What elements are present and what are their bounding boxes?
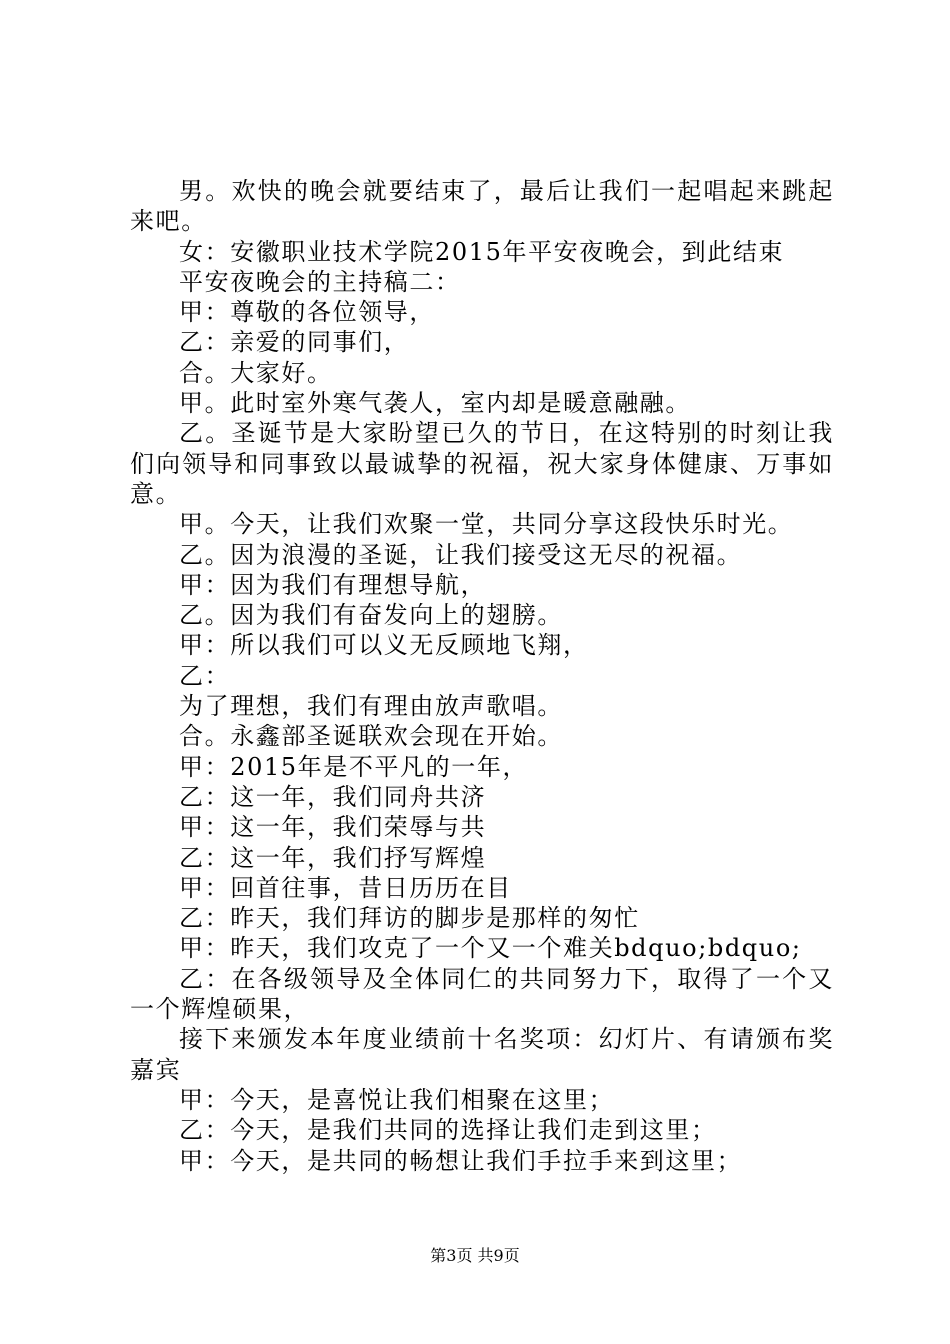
paragraph: 甲：回首往事，昔日历历在目 xyxy=(179,873,512,902)
paragraph: 为了理想，我们有理由放声歌唱。 xyxy=(179,692,563,721)
paragraph: 乙： xyxy=(179,661,231,690)
paragraph: 甲。此时室外寒气袭人，室内却是暖意融融。 xyxy=(179,389,691,418)
paragraph: 甲：因为我们有理想导航， xyxy=(179,570,487,599)
paragraph: 乙：这一年，我们抒写辉煌 xyxy=(179,843,487,872)
paragraph: 乙：这一年，我们同舟共济 xyxy=(179,782,487,811)
paragraph: 男。欢快的晚会就要结束了，最后让我们一起唱起来跳起来吧。 xyxy=(130,177,834,236)
paragraph: 合。永鑫部圣诞联欢会现在开始。 xyxy=(179,722,563,751)
paragraph: 甲：昨天，我们攻克了一个又一个难关bdquo;bdquo; xyxy=(179,934,802,963)
page-footer: 第3页 共9页 xyxy=(430,1246,520,1265)
paragraph: 甲：今天，是喜悦让我们相聚在这里； xyxy=(179,1085,615,1114)
paragraph: 甲：今天，是共同的畅想让我们手拉手来到这里； xyxy=(179,1146,743,1175)
paragraph: 平安夜晚会的主持稿二： xyxy=(179,267,461,296)
paragraph: 甲：所以我们可以义无反顾地飞翔， xyxy=(179,631,589,660)
paragraph: 甲：尊敬的各位领导， xyxy=(179,298,435,327)
paragraph: 接下来颁发本年度业绩前十名奖项：幻灯片、有请颁布奖嘉宾 xyxy=(130,1025,834,1084)
paragraph: 乙。因为浪漫的圣诞，让我们接受这无尽的祝福。 xyxy=(179,540,743,569)
paragraph: 甲。今天，让我们欢聚一堂，共同分享这段快乐时光。 xyxy=(179,510,794,539)
document-body xyxy=(130,176,834,1176)
paragraph: 甲：这一年，我们荣辱与共 xyxy=(179,813,487,842)
paragraph: 乙：亲爱的同事们， xyxy=(179,328,410,357)
paragraph: 乙：今天，是我们共同的选择让我们走到这里； xyxy=(179,1116,717,1145)
paragraph: 乙。圣诞节是大家盼望已久的节日，在这特别的时刻让我们向领导和同事致以最诚挚的祝福，祝大家身体健康、万事如意。 xyxy=(130,419,834,508)
paragraph: 乙：在各级领导及全体同仁的共同努力下，取得了一个又一个辉煌硕果， xyxy=(130,964,834,1024)
paragraph: 甲：2015年是不平凡的一年， xyxy=(179,752,529,781)
paragraph: 合。大家好。 xyxy=(179,358,333,387)
paragraph: 乙：昨天，我们拜访的脚步是那样的匆忙 xyxy=(179,904,640,933)
paragraph: 乙。因为我们有奋发向上的翅膀。 xyxy=(179,601,563,630)
paragraph: 女：安徽职业技术学院2015年平安夜晚会，到此结束 xyxy=(179,237,785,266)
